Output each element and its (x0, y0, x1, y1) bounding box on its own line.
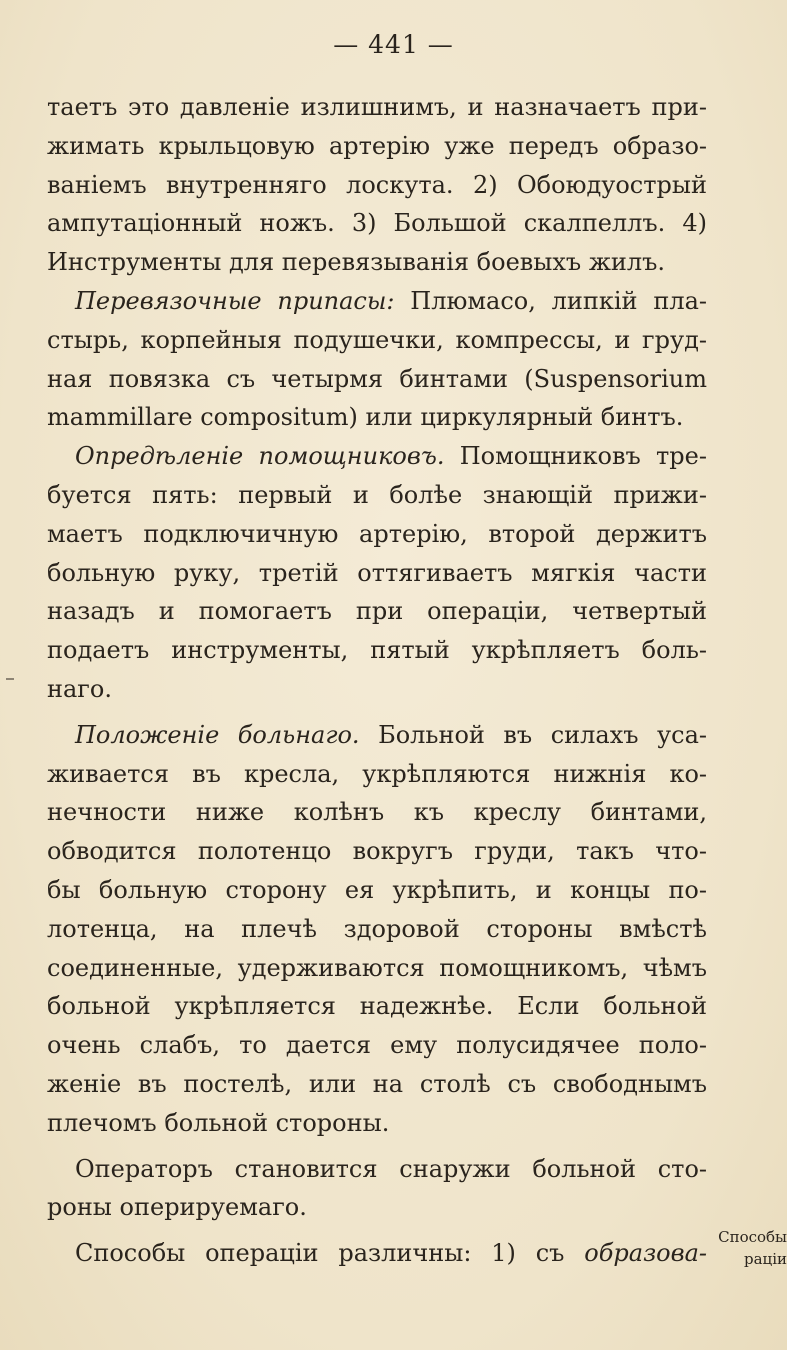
text-line: ваніемъ внутренняго лоскута. 2) Обоюдуострый (47, 170, 707, 199)
text-line: таетъ это давленіе излишнимъ, и назначаетъ при- (47, 93, 707, 121)
paragraph-first-line (47, 282, 707, 321)
text-line: соединенные, удерживаются помощникомъ, чѣмъ (47, 953, 707, 982)
text-line: подаетъ инструменты, пятый укрѣпляетъ боль- (47, 636, 707, 665)
text-run: Помощниковъ тре- (444, 442, 707, 471)
text-line: Операторъ становится снаружи больной сто- (75, 1154, 707, 1183)
page-number: — 441 — (333, 30, 454, 59)
paragraph-heading: Опредѣленіе помощниковъ. (75, 442, 445, 471)
paragraph-heading: Положеніе больнаго. (75, 720, 360, 749)
text-line: ная повязка съ четырмя бинтами (Suspensorium (47, 364, 707, 393)
text-line: живается въ кресла, укрѣпляются нижнія ко- (47, 759, 707, 788)
text-line: очень слабъ, то дается ему полусидячее поло- (47, 1031, 707, 1060)
text-line: лотенца, на плечѣ здоровой стороны вмѣстѣ (47, 914, 707, 943)
text-line: роны оперируемаго. (47, 1193, 307, 1222)
text-line: наго. (47, 674, 112, 703)
paragraph-heading: Перевязочные припасы: (75, 286, 395, 315)
paragraph-first-line (47, 716, 707, 755)
text-line: стырь, корпейныя подушечки, компрессы, и груд- (47, 325, 707, 354)
text-run: Способы операціи различны: 1) съ (75, 1239, 585, 1268)
text-line: жимать крыльцовую артерію уже передъ образо- (47, 131, 707, 160)
paragraph-first-line (47, 437, 707, 476)
text-line: маетъ подключичную артерію, второй держитъ (47, 519, 707, 548)
text-line: Инструменты для перевязыванія боевыхъ жилъ. (47, 248, 666, 277)
text-run: Больной въ силахъ уса- (359, 720, 707, 749)
margin-note (712, 1226, 787, 1270)
text-line: плечомъ больной стороны. (47, 1108, 390, 1137)
text-line: mammillare compositum) или циркулярный бинтъ. (47, 403, 684, 432)
italic-term: образова- (584, 1239, 707, 1268)
text-line: обводится полотенцо вокругъ груди, такъ что- (47, 837, 707, 866)
text-line: назадъ и помогаетъ при операціи, четвертый (47, 597, 707, 626)
text-line: больной укрѣпляется надежнѣе. Если больной (47, 992, 707, 1021)
margin-note-line: Способы (718, 1228, 787, 1246)
paragraph-first-line (47, 1234, 707, 1273)
margin-mark (6, 678, 14, 680)
text-line: ампутаціонный ножъ. 3) Большой скалпеллъ. 4) (47, 209, 707, 238)
text-line: больную руку, третій оттягиваетъ мягкія части (47, 558, 707, 587)
body-text (47, 88, 707, 1273)
text-line: буется пять: первый и болѣе знающій прижи- (47, 480, 707, 509)
text-line: бы больную сторону ея укрѣпить, и концы по- (47, 875, 707, 904)
text-run: Плюмасо, липкій пла- (394, 286, 707, 315)
text-line: женіе въ постелѣ, или на столѣ съ свободнымъ (47, 1069, 707, 1098)
text-line: нечности ниже колѣнъ къ креслу бинтами, (47, 798, 707, 827)
margin-note-line: раціи (744, 1250, 787, 1268)
